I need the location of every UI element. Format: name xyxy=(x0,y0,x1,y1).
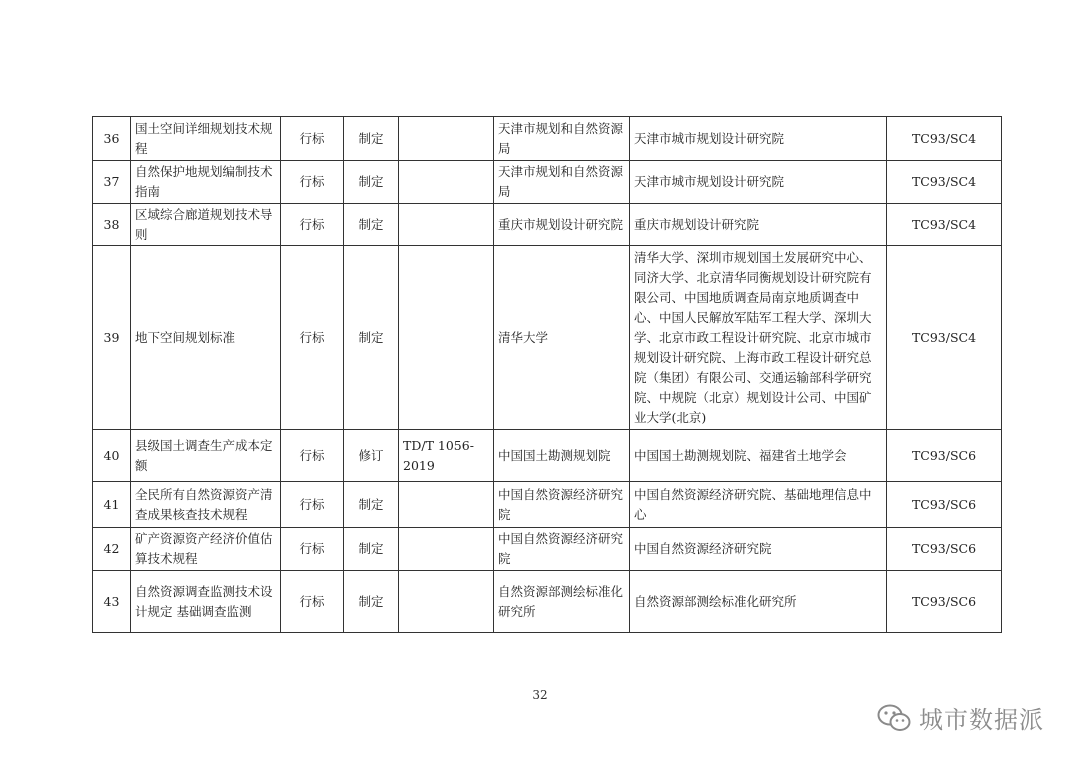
replaced-code xyxy=(399,528,494,571)
participating-units: 天津市城市规划设计研究院 xyxy=(630,117,887,161)
replaced-code xyxy=(399,117,494,161)
row-number: 37 xyxy=(93,161,131,204)
row-number: 39 xyxy=(93,246,131,430)
lead-unit: 天津市规划和自然资源局 xyxy=(494,117,630,161)
participating-units: 清华大学、深圳市规划国土发展研究中心、同济大学、北京清华同衡规划设计研究院有限公司、中国地质调查局南京地质调查中心、中国人民解放军陆军工程大学、深圳大学、北京市政工程设计研究院、北京市城市规划设计研究院、上海市政工程设计研究总院（集团）有限公司、交通运输部科学研究院、中规院（北京）规划设计公司、中国矿业大学(北京) xyxy=(630,246,887,430)
replaced-code xyxy=(399,246,494,430)
tech-committee: TC93/SC4 xyxy=(887,204,1002,246)
tech-committee: TC93/SC6 xyxy=(887,430,1002,482)
tech-committee: TC93/SC4 xyxy=(887,161,1002,204)
replaced-code xyxy=(399,482,494,528)
replaced-code xyxy=(399,571,494,633)
standard-name: 矿产资源资产经济价值估算技术规程 xyxy=(131,528,281,571)
lead-unit: 自然资源部测绘标准化研究所 xyxy=(494,571,630,633)
standard-type: 行标 xyxy=(281,204,344,246)
lead-unit: 中国自然资源经济研究院 xyxy=(494,528,630,571)
lead-unit: 天津市规划和自然资源局 xyxy=(494,161,630,204)
table-row xyxy=(93,528,1002,571)
lead-unit: 清华大学 xyxy=(494,246,630,430)
project-kind: 制定 xyxy=(344,117,399,161)
watermark-text: 城市数据派 xyxy=(919,706,1044,734)
project-kind: 制定 xyxy=(344,571,399,633)
standard-type: 行标 xyxy=(281,117,344,161)
table-row xyxy=(93,161,1002,204)
standard-type: 行标 xyxy=(281,571,344,633)
standard-name: 全民所有自然资源资产清查成果核查技术规程 xyxy=(131,482,281,528)
table-row xyxy=(93,117,1002,161)
row-number: 41 xyxy=(93,482,131,528)
project-kind: 制定 xyxy=(344,204,399,246)
watermark xyxy=(877,700,1044,735)
row-number: 38 xyxy=(93,204,131,246)
standard-name: 自然资源调查监测技术设计规定 基础调查监测 xyxy=(131,571,281,633)
replaced-code: TD/T 1056-2019 xyxy=(399,430,494,482)
standard-type: 行标 xyxy=(281,482,344,528)
participating-units: 天津市城市规划设计研究院 xyxy=(630,161,887,204)
table-row xyxy=(93,430,1002,482)
tech-committee: TC93/SC4 xyxy=(887,117,1002,161)
lead-unit: 中国自然资源经济研究院 xyxy=(494,482,630,528)
lead-unit: 重庆市规划设计研究院 xyxy=(494,204,630,246)
table-row xyxy=(93,204,1002,246)
table-row xyxy=(93,482,1002,528)
project-kind: 制定 xyxy=(344,161,399,204)
row-number: 42 xyxy=(93,528,131,571)
standard-name: 地下空间规划标准 xyxy=(131,246,281,430)
row-number: 36 xyxy=(93,117,131,161)
tech-committee: TC93/SC6 xyxy=(887,571,1002,633)
standards-table xyxy=(92,116,1002,633)
replaced-code xyxy=(399,161,494,204)
standard-type: 行标 xyxy=(281,430,344,482)
participating-units: 中国自然资源经济研究院 xyxy=(630,528,887,571)
participating-units: 中国国土勘测规划院、福建省土地学会 xyxy=(630,430,887,482)
project-kind: 制定 xyxy=(344,482,399,528)
project-kind: 修订 xyxy=(344,430,399,482)
replaced-code xyxy=(399,204,494,246)
standard-type: 行标 xyxy=(281,161,344,204)
participating-units: 重庆市规划设计研究院 xyxy=(630,204,887,246)
wechat-icon xyxy=(877,703,911,733)
standard-name: 县级国土调查生产成本定额 xyxy=(131,430,281,482)
standard-type: 行标 xyxy=(281,246,344,430)
tech-committee: TC93/SC6 xyxy=(887,482,1002,528)
lead-unit: 中国国土勘测规划院 xyxy=(494,430,630,482)
standard-name: 国土空间详细规划技术规程 xyxy=(131,117,281,161)
standard-name: 区域综合廊道规划技术导则 xyxy=(131,204,281,246)
row-number: 40 xyxy=(93,430,131,482)
project-kind: 制定 xyxy=(344,246,399,430)
tech-committee: TC93/SC6 xyxy=(887,528,1002,571)
project-kind: 制定 xyxy=(344,528,399,571)
table-row xyxy=(93,246,1002,430)
standard-name: 自然保护地规划编制技术指南 xyxy=(131,161,281,204)
tech-committee: TC93/SC4 xyxy=(887,246,1002,430)
row-number: 43 xyxy=(93,571,131,633)
standard-type: 行标 xyxy=(281,528,344,571)
page-number: 32 xyxy=(532,688,548,702)
table-row xyxy=(93,571,1002,633)
participating-units: 中国自然资源经济研究院、基础地理信息中心 xyxy=(630,482,887,528)
participating-units: 自然资源部测绘标准化研究所 xyxy=(630,571,887,633)
